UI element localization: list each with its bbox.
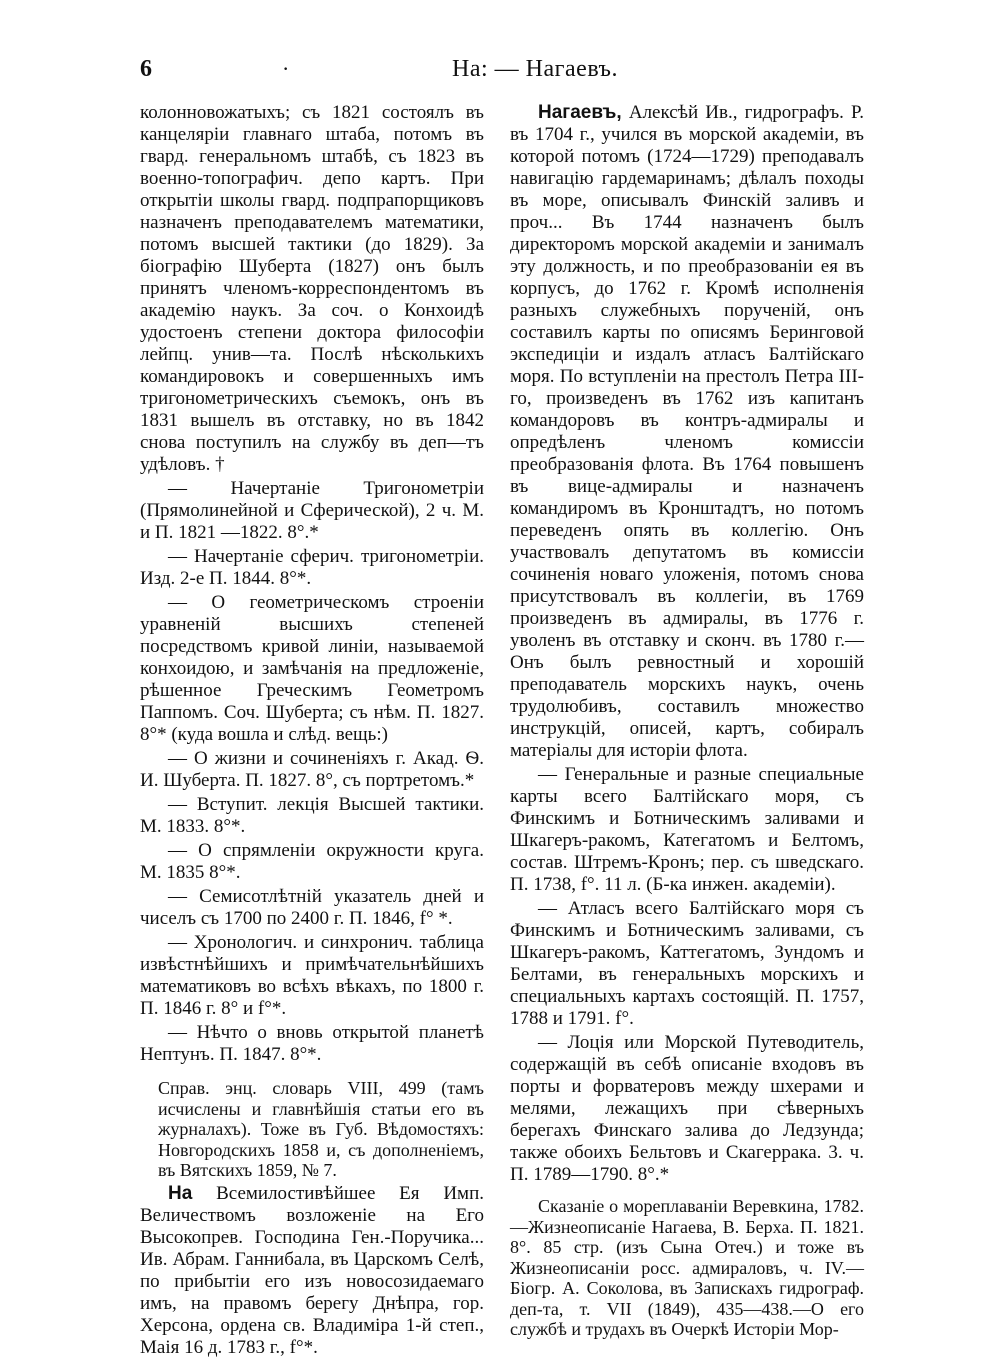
entry-text: Алексѣй Ив., гидрографъ. Р. въ 1704 г., учился въ морской академіи, въ которой потомъ (1724—1729) преподавалъ навигацію гардемаринамъ; дѣлалъ походы въ море, описывалъ Финскій заливъ и проч... Въ 1744 назначенъ былъ директоромъ морской академіи и занималъ эту должность, и по преобразованіи ея въ корпусъ, до 1762 г. Кромѣ исполненія разныхъ служебныхъ порученій, онъ составилъ карты по описямъ Беринговой экспедиціи и издалъ атласъ Балтійскаго моря. По вступленіи на престолъ Петра III-го, произведенъ въ 1762 изъ капитанъ командоровъ въ контръ-адмиралы и опредѣленъ членомъ комиссіи преобразованія флота. Въ 1764 повышенъ въ вице-адмиралы и назначенъ командиромъ въ Кронштадтъ, но потомъ переведенъ опять въ коллегію. Онъ участвовалъ депутатомъ въ комиссіи сочиненія новаго уложенія, потомъ снова присутствовалъ въ коллегіи, въ 1769 произведенъ въ адмиралы, въ 1776 г. уволенъ въ отставку и сконч. въ 1780 г.—Онъ былъ ревностный и хорошій преподаватель морскихъ наукъ, очень трудолюбивъ, составилъ множество инструкцій, описей, картъ, собиралъ матеріалы для исторіи флота. (510, 102, 864, 761)
work-entry: — О геометрическомъ строеніи уравненій высшихъ степеней посредствомъ кривой линіи, называемой конхоидою, и замѣчанія на предложеніе, рѣшенное Греческимъ Геометромъ Паппомъ. Соч. Шуберта; съ нѣм. П. 1827. 8°* (куда вошла и слѣд. вещь:) (140, 592, 484, 745)
reference-note: Сказаніе о мореплаваніи Веревкина, 1782.—Жизнеописаніе Нагаева, В. Берха. П. 1821. 8°. 85 стр. (изъ Сына Отеч.) и тоже въ Жизнеописаніи росс. адмираловъ, ч. IV.—Біогр. А. Соколова, въ Запискахъ гидрограф. деп-та, т. VII (1849), 435—438.—О его службѣ и трудахъ въ Очеркѣ Исторіи Мор- (510, 1196, 864, 1339)
work-entry: — О спрямленіи окружности круга. М. 1835 8°*. (140, 840, 484, 883)
dictionary-entry (140, 1183, 484, 1359)
reference-note: Справ. энц. словарь VIII, 499 (тамъ исчислены и главнѣйшія статьи его въ журналахъ). Тоже въ Губ. Вѣдомостяхъ: Новгородскихъ 1858 и, съ дополненіемъ, въ Вятскихъ 1859, № 7. (158, 1078, 484, 1180)
left-column (140, 102, 484, 1361)
headword: Нагаевъ, (538, 102, 622, 123)
work-entry: — О жизни и сочиненіяхъ г. Акад. Ѳ. И. Шуберта. П. 1827. 8°, съ портретомъ.* (140, 748, 484, 791)
work-entry: — Генеральные и разные специальные карты всего Балтійскаго моря, съ Финскимъ и Ботническимъ заливами и Шкагеръ-ракомъ, Категатомъ и Белтомъ, состав. Штремъ-Кронъ; пер. съ шведскаго. П. 1738, f°. 11 л. (Б-ка инжен. академіи). (510, 764, 864, 895)
headword: На (168, 1182, 193, 1204)
entry-text: Всемилостивѣйшее Ея Имп. Величествомъ возложеніе на Его Высокопрев. Господина Ген.-Поручика... Ив. Абрам. Ганнибала, въ Царскомъ Селѣ, по прибытіи его изъ новосозидаемаго имъ, на правомъ берегу Днѣпра, гор. Херсона, ордена св. Владиміра 1-й степ., Маія 16 д. 1783 г., f°*. (140, 1182, 484, 1358)
work-entry: — Вступит. лекція Высшей тактики. М. 1833. 8°*. (140, 794, 484, 837)
dictionary-entry (510, 102, 864, 762)
work-entry: — Лоція или Морской Путеводитель, содержащій въ себѣ описаніе входовъ въ порты и форватеровъ между шхерами и мелями, лежащихъ при сѣверныхъ берегахъ Финскаго залива до Ледзунда; также обоихъ Бельтовъ и Скагеррака. 3. ч. П. 1789—1790. 8°.* (510, 1032, 864, 1185)
work-entry: — Начертаніе сферич. тригонометріи. Изд. 2-е П. 1844. 8°*. (140, 546, 484, 589)
work-entry: — Хронологич. и синхронич. таблица извѣстнѣйшихъ и примѣчательнѣйшихъ математиковъ во всѣхъ вѣкахъ, по 1800 г. П. 1846 г. 8° и f°*. (140, 932, 484, 1019)
paragraph: колонновожатыхъ; съ 1821 состоялъ въ канцеляріи главнаго штаба, потомъ въ гвард. генеральномъ штабѣ, съ 1823 въ военно-топографич. депо картъ. При открытіи школы гвард. подпрапорщиковъ назначенъ преподавателемъ математики, потомъ высшей тактики (до 1829). За біографію Шуберта (1827) онъ былъ принятъ членомъ-корреспондентомъ въ академію наукъ. За соч. о Конхоидѣ удостоенъ степени доктора философіи лейпц. унив—та. Послѣ нѣсколькихъ командировокъ и совершенныхъ имъ тригонометрическихъ съемокъ, онъ въ 1831 вышелъ въ отставку, но въ 1842 снова поступилъ на службу въ деп—тъ удѣловъ. † (140, 102, 484, 475)
work-entry: — Нѣчто о вновь открытой планетѣ Нептунъ. П. 1847. 8°*. (140, 1022, 484, 1065)
page-number: 6 (140, 56, 152, 82)
work-entry: — Начертаніе Тригонометріи (Прямолинейной и Сферической), 2 ч. М. и П. 1821 —1822. 8°.* (140, 478, 484, 543)
right-column (510, 102, 864, 1342)
running-title: На: — Нагаевъ. (452, 56, 618, 82)
work-entry: — Атласъ всего Балтійскаго моря съ Финскимъ и Ботническимъ заливами, съ Шкагеръ-ракомъ, Каттегатомъ, Зундомъ и Белтами, въ генеральныхъ морскихъ и специальныхъ картахъ состоящій. П. 1757, 1788 и 1791. f°. (510, 898, 864, 1029)
work-entry: — Семисотлѣтній указатель дней и чиселъ съ 1700 по 2400 г. П. 1846, f° *. (140, 886, 484, 929)
page-header (0, 56, 1000, 92)
header-dot: · (282, 56, 290, 81)
